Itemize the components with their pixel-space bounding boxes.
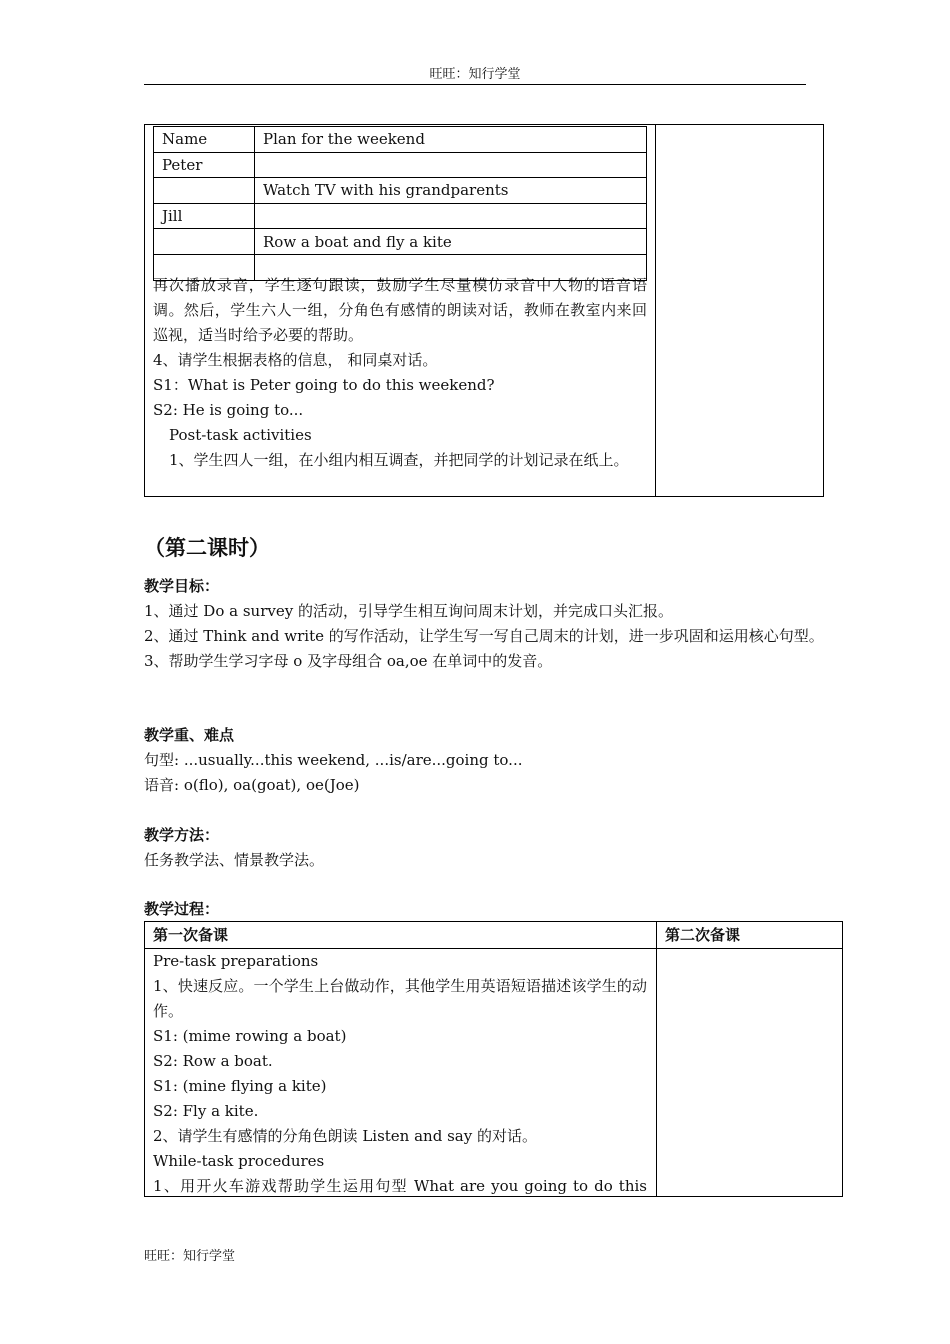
process-line: S2: Fly a kite. xyxy=(153,1102,259,1120)
process-line: While-task procedures xyxy=(153,1152,325,1170)
paragraph: 再次播放录音，学生逐句跟读，鼓励学生尽量模仿录音中人物的语音语调。然后，学生六人一组，分角色有感情的朗读对话，教师在教室内来回巡视，适当时给予必要的帮助。 xyxy=(153,276,647,344)
key-points-section xyxy=(144,723,824,798)
column-header-second: 第二次备课 xyxy=(665,926,741,944)
section-heading: 教学目标： xyxy=(144,577,220,595)
page-header: 旺旺：知行学堂 xyxy=(429,67,521,82)
table-cell: Peter xyxy=(154,152,255,178)
table-cell xyxy=(255,203,647,229)
column-divider xyxy=(655,125,656,496)
section-heading: 教学方法： xyxy=(144,826,220,844)
table-row xyxy=(154,203,647,229)
table-cell xyxy=(154,178,255,204)
table-cell xyxy=(154,229,255,255)
lesson-table-continued xyxy=(144,124,824,497)
process-line: Pre-task preparations xyxy=(153,952,319,970)
section-heading: 教学过程： xyxy=(144,900,220,918)
paragraph: Post-task activities xyxy=(169,426,312,444)
column-header-first: 第一次备课 xyxy=(153,926,229,944)
weekend-plan-table xyxy=(153,126,647,281)
process-table xyxy=(144,921,843,1197)
activity-text xyxy=(153,273,647,473)
table-cell: Jill xyxy=(154,203,255,229)
process-steps xyxy=(153,949,647,1199)
process-line: 1、快速反应。一个学生上台做动作，其他学生用英语短语描述该学生的动作。 xyxy=(153,977,647,1020)
objectives-section xyxy=(144,574,824,674)
process-line: S1: (mime rowing a boat) xyxy=(153,1027,347,1045)
methods-text: 任务教学法、情景教学法。 xyxy=(144,851,325,869)
paragraph: S1：What is Peter going to do this weekend? xyxy=(153,376,495,394)
process-section xyxy=(144,897,824,922)
table-cell: Name xyxy=(154,127,255,153)
objective-item: 2、通过 Think and write 的写作活动，让学生写一写自己周末的计划，进一步巩固和运用核心句型。 xyxy=(144,627,824,645)
key-point-item: 语音: o(flo), oa(goat), oe(Joe) xyxy=(144,776,360,794)
table-cell: Row a boat and fly a kite xyxy=(255,229,647,255)
process-line: S1: (mine flying a kite) xyxy=(153,1077,327,1095)
process-line: 2、请学生有感情的分角色朗读 Listen and say 的对话。 xyxy=(153,1127,537,1145)
table-cell: Watch TV with his grandparents xyxy=(255,178,647,204)
table-cell xyxy=(255,152,647,178)
lesson-title: （第二课时） xyxy=(144,535,270,560)
page-footer: 旺旺：知行学堂 xyxy=(144,1249,236,1264)
table-row xyxy=(154,178,647,204)
key-point-item: 句型: ...usually...this weekend, ...is/are...going to... xyxy=(144,751,523,769)
paragraph: 1、学生四人一组，在小组内相互调查，并把同学的计划记录在纸上。 xyxy=(169,451,629,469)
paragraph: S2: He is going to... xyxy=(153,401,304,419)
process-line: S2: Row a boat. xyxy=(153,1052,273,1070)
objective-item: 1、通过 Do a survey 的活动，引导学生相互询问周末计划，并完成口头汇报。 xyxy=(144,602,673,620)
objective-item: 3、帮助学生学习字母 o 及字母组合 oa,oe 在单词中的发音。 xyxy=(144,652,553,670)
paragraph: 4、请学生根据表格的信息， 和同桌对话。 xyxy=(153,351,438,369)
table-row xyxy=(154,229,647,255)
column-divider xyxy=(656,922,657,1196)
section-heading: 教学重、难点 xyxy=(144,726,235,744)
table-row xyxy=(154,127,647,153)
methods-section xyxy=(144,823,824,873)
process-line: 1、用开火车游戏帮助学生运用句型 What are you going to do this xyxy=(153,1177,647,1195)
header-rule xyxy=(144,84,806,85)
table-cell: Plan for the weekend xyxy=(255,127,647,153)
table-row xyxy=(154,152,647,178)
